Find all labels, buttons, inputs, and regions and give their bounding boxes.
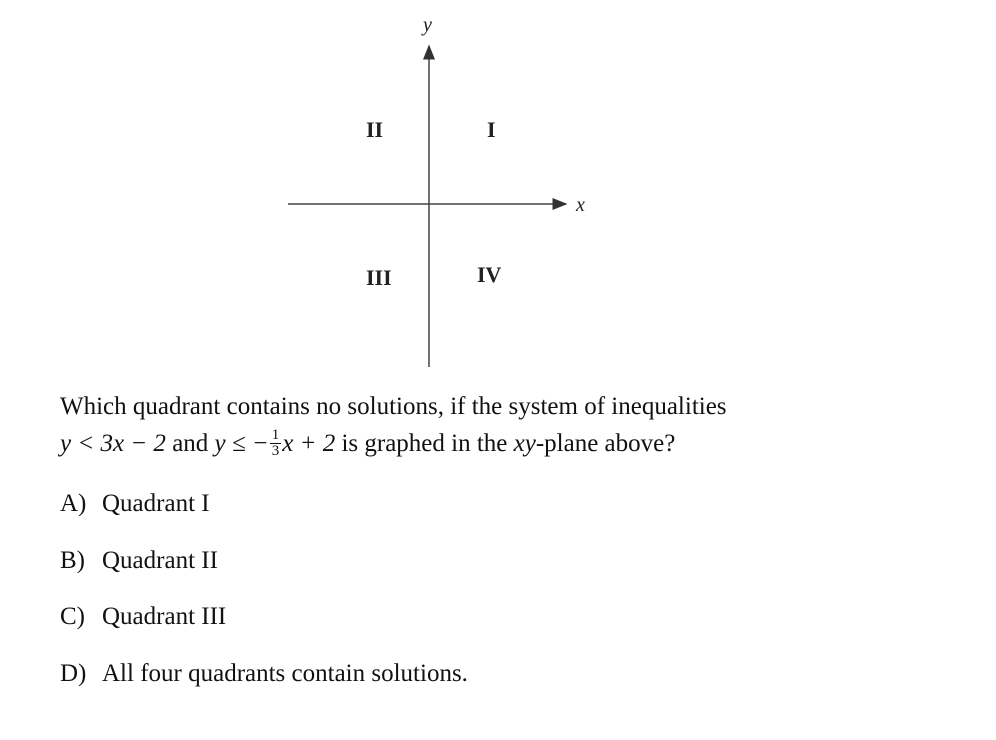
choice-letter: A): [60, 490, 87, 517]
choice-text: All four quadrants contain solutions.: [102, 660, 468, 687]
inequality-1: y < 3x − 2: [60, 430, 166, 457]
inequality-2-suffix: x + 2: [282, 430, 336, 457]
inequality-2-prefix: y ≤ −: [214, 430, 269, 457]
and-word: and: [165, 430, 215, 457]
quadrant-label-iii: III: [366, 265, 392, 290]
quadrant-label-ii: II: [366, 117, 384, 142]
plane-variable: xy: [513, 430, 536, 457]
fraction-denominator: 3: [271, 442, 280, 459]
quadrant-label-iv: IV: [477, 262, 502, 287]
question-line-2: [60, 425, 727, 462]
choice-text: Quadrant II: [102, 547, 218, 574]
choice-text: Quadrant III: [102, 603, 227, 630]
question-tail-1: is graphed in the: [335, 430, 514, 457]
choice-letter: C): [60, 603, 85, 630]
choice-d[interactable]: [60, 660, 468, 688]
quadrant-label-i: I: [487, 117, 496, 142]
choice-c[interactable]: [60, 603, 226, 631]
question-line-1: Which quadrant contains no solutions, if the system of inequalities: [60, 393, 727, 420]
x-axis-label: x: [576, 194, 585, 216]
fraction-numerator: 1: [271, 426, 280, 443]
question-tail-2: -plane above?: [535, 430, 676, 457]
choice-letter: B): [60, 547, 85, 574]
question-text: [60, 388, 727, 462]
choice-a[interactable]: [60, 490, 210, 518]
choice-letter: D): [60, 660, 87, 687]
y-axis-label: y: [423, 14, 432, 36]
choice-b[interactable]: [60, 547, 218, 575]
choice-text: Quadrant I: [102, 490, 210, 517]
fraction-one-third: [270, 428, 282, 459]
